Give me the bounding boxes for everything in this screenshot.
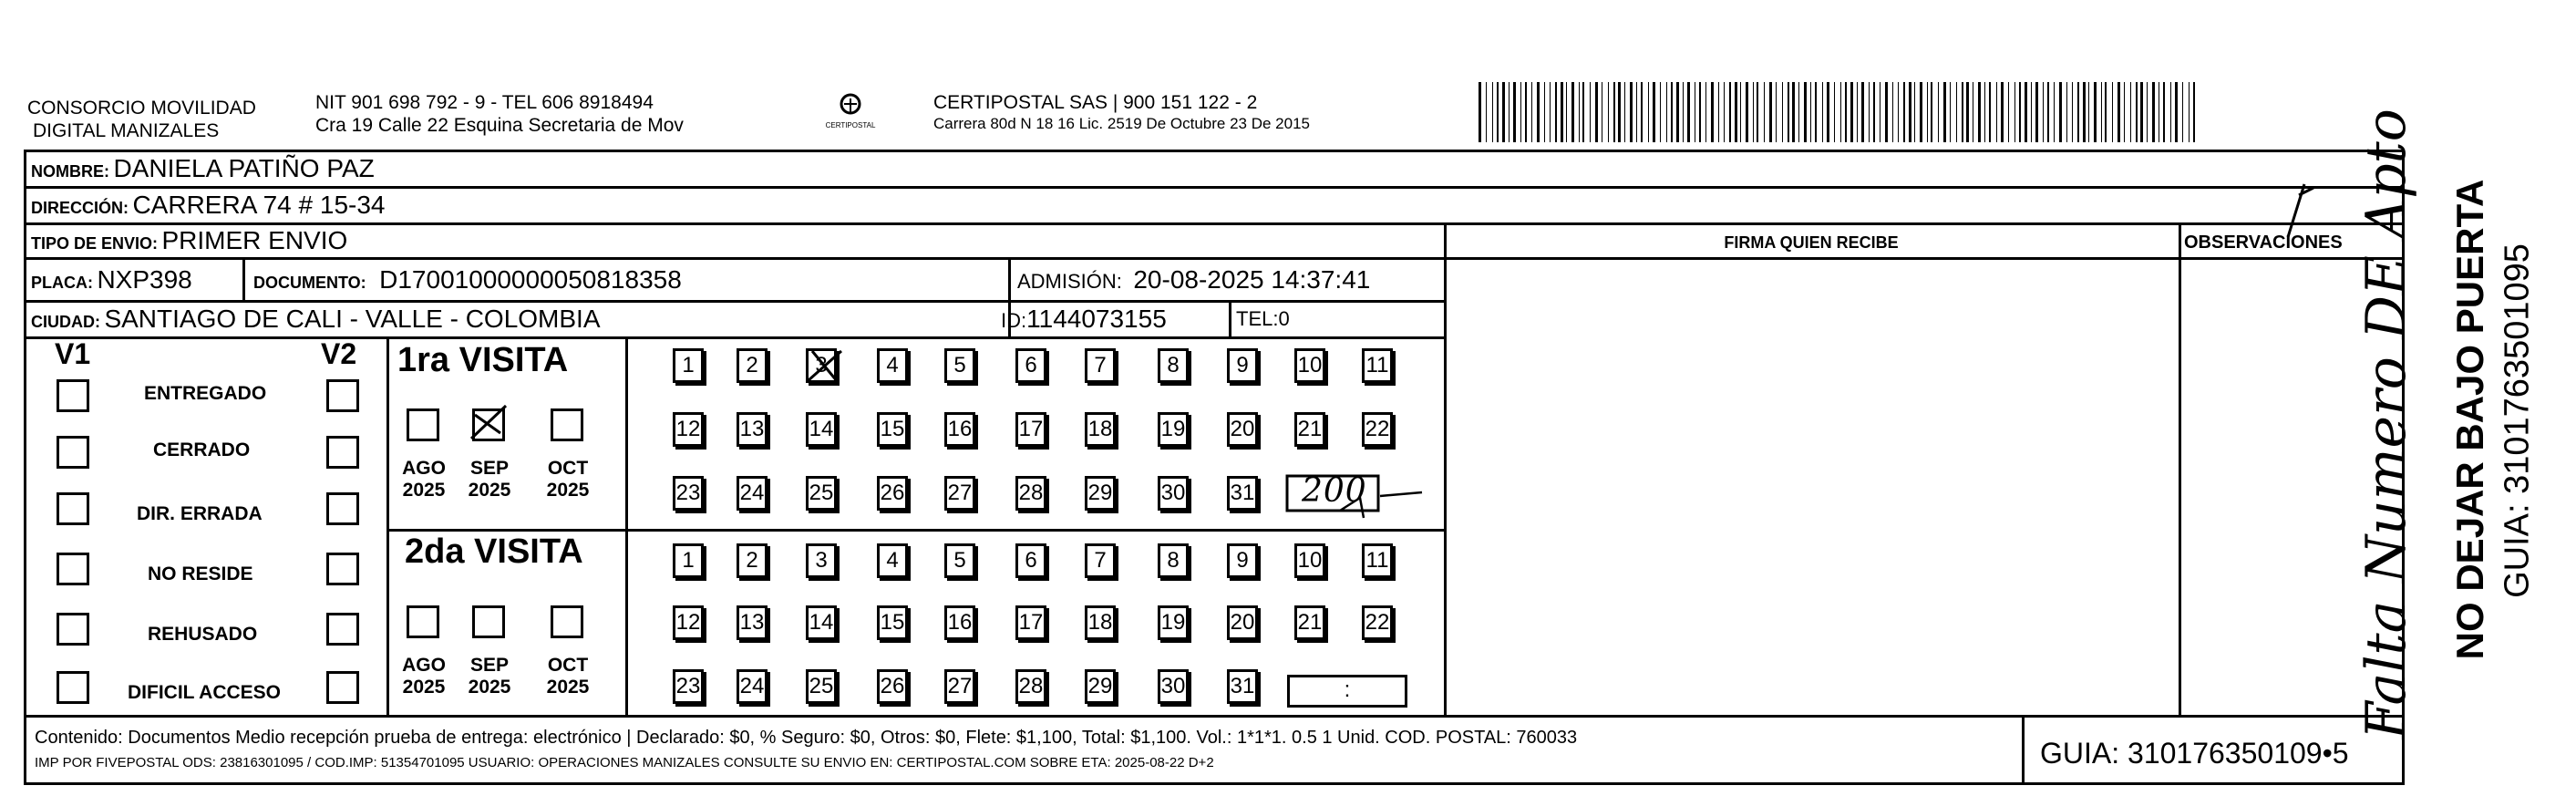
second-visit-day[interactable]: 6 [1015,543,1046,578]
v2-checkbox[interactable] [326,613,359,646]
month-label: SEP [469,458,510,479]
ciudad-value: SANTIAGO DE CALI - VALLE - COLOMBIA [104,305,601,333]
first-visit-day[interactable]: 22 [1362,412,1393,447]
month-label: OCT [547,458,589,479]
barcode [1479,82,2200,142]
first-visit-day[interactable]: 19 [1158,412,1189,447]
second-visit-day[interactable]: 19 [1158,605,1189,640]
first-visit-day[interactable]: 26 [877,476,908,511]
first-visit-day[interactable]: 12 [673,412,704,447]
first-visit-month-box[interactable] [551,408,583,441]
second-visit-day[interactable]: 5 [944,543,975,578]
first-visit-day[interactable]: 4 [877,348,908,383]
side-guia: GUIA: 3101763501095 [2498,243,2537,598]
id-value: 1144073155 [1026,305,1167,333]
month-caption [399,458,448,501]
documento-field: DOCUMENTO: D17001000000050818358 [253,265,682,294]
year-label: 2025 [546,677,590,698]
month-caption [465,655,514,698]
courier-info: CERTIPOSTAL SAS | 900 151 122 - 2 Carrera 80d N 18 16 Lic. 2519 De Octubre 23 De 2015 [933,92,1310,132]
month-caption [465,458,514,501]
tel-value: 0 [1278,307,1290,330]
status-option-label: NO RESIDE [148,563,253,584]
company-nit: NIT 901 698 792 - 9 - TEL 606 8918494 Cra 19 Calle 22 Esquina Secretaria de Mov [315,92,684,136]
first-visit-day[interactable]: 24 [737,476,768,511]
month-caption [399,655,448,698]
first-visit-month-box[interactable] [407,408,439,441]
second-visit-month-box[interactable] [551,605,583,638]
first-visit-day[interactable]: 8 [1158,348,1189,383]
second-visit-day[interactable]: 16 [944,605,975,640]
first-visit-day[interactable]: 2 [737,348,768,383]
second-visit-day[interactable]: 25 [806,669,837,704]
tipo-envio-value: PRIMER ENVIO [161,226,348,254]
month-label: AGO [402,458,446,479]
first-visit-day[interactable]: 16 [944,412,975,447]
v2-label: V2 [321,337,357,370]
documento-value: D17001000000050818358 [379,265,682,294]
certipostal-logo: CERTIPOSTAL [809,91,891,142]
second-visit-day[interactable]: 11 [1362,543,1393,578]
first-visit-day[interactable]: 30 [1158,476,1189,511]
footer-contents: Contenido: Documentos Medio recepción prueba de entrega: electrónico | Declarado: $0, % Seguro: $0, Otros: $0, Flete: $1,100, Total: $1,100. Vol.: 1*1*1. 0.5 1 Unid. COD. POSTAL: 760033 [35,728,1578,748]
second-visit-day[interactable]: 12 [673,605,704,640]
first-visit-day[interactable]: 15 [877,412,908,447]
second-visit-day[interactable]: 20 [1227,605,1258,640]
side-label [2397,179,2571,689]
second-visit-day[interactable]: 23 [673,669,704,704]
no-dejar-bajo-puerta: NO DEJAR BAJO PUERTA [2448,179,2491,660]
v1-checkbox[interactable] [57,436,89,469]
first-visit-day[interactable]: 20 [1227,412,1258,447]
second-visit-day[interactable]: 3 [806,543,837,578]
month-caption [543,458,592,501]
first-visit-day[interactable]: 5 [944,348,975,383]
v1-checkbox[interactable] [57,553,89,585]
first-visit-day[interactable]: 6 [1015,348,1046,383]
v1-label: V1 [55,337,91,370]
v1-checkbox[interactable] [57,671,89,704]
first-visit-day[interactable]: 3 [806,348,837,383]
direccion-field: DIRECCIÓN: CARRERA 74 # 15-34 [31,191,386,219]
first-visit-day[interactable]: 21 [1294,412,1325,447]
status-option-label: DIFICIL ACCESO [128,682,282,703]
v2-checkbox[interactable] [326,379,359,412]
status-option-label: ENTREGADO [144,383,267,404]
second-visit-day[interactable]: 13 [737,605,768,640]
first-visit-day[interactable]: 7 [1085,348,1116,383]
direccion-value: CARRERA 74 # 15-34 [132,191,386,219]
status-option-label: CERRADO [153,439,251,460]
second-visit-day[interactable]: 8 [1158,543,1189,578]
status-option-label: REHUSADO [148,624,258,645]
nombre-field: NOMBRE: DANIELA PATIÑO PAZ [31,154,375,182]
handwritten-time: 200 [1302,472,1367,510]
second-visit-day[interactable]: 18 [1085,605,1116,640]
second-visit-day[interactable]: 7 [1085,543,1116,578]
first-visit-day[interactable]: 13 [737,412,768,447]
admision-value: 20-08-2025 14:37:41 [1133,265,1371,294]
second-visit-day[interactable]: 9 [1227,543,1258,578]
second-visit-day[interactable]: 30 [1158,669,1189,704]
v2-checkbox[interactable] [326,436,359,469]
second-visit-day[interactable]: 31 [1227,669,1258,704]
second-visit-day[interactable]: 28 [1015,669,1046,704]
month-label: SEP [469,655,510,676]
observaciones-label: OBSERVACIONES [2184,233,2343,253]
second-visit-day[interactable]: 2 [737,543,768,578]
second-visit-day[interactable]: 29 [1085,669,1116,704]
first-visit-day[interactable]: 23 [673,476,704,511]
footer-guia: GUIA: 310176350109•5 [2040,737,2349,770]
first-visit-month-box[interactable] [472,408,505,441]
month-label: OCT [547,655,589,676]
second-visit-month-box[interactable] [407,605,439,638]
year-label: 2025 [468,677,511,698]
v1-checkbox[interactable] [57,613,89,646]
second-visit-title: 2da VISITA [405,532,583,571]
year-label: 2025 [402,480,446,501]
second-visit-day[interactable]: 27 [944,669,975,704]
second-visit-day[interactable]: 17 [1015,605,1046,640]
status-option-label: DIR. ERRADA [137,503,263,524]
first-visit-day[interactable]: 28 [1015,476,1046,511]
firma-label: FIRMA QUIEN RECIBE [1724,233,1899,252]
first-visit-day[interactable]: 9 [1227,348,1258,383]
placa-field: PLACA: NXP398 [31,265,192,294]
first-visit-day[interactable]: 18 [1085,412,1116,447]
first-visit-day[interactable]: 11 [1362,348,1393,383]
placa-value: NXP398 [97,265,192,294]
second-visit-month-box[interactable] [472,605,505,638]
v2-checkbox[interactable] [326,492,359,525]
v2-checkbox[interactable] [326,671,359,704]
second-visit-day[interactable]: 26 [877,669,908,704]
v2-checkbox[interactable] [326,553,359,585]
company-name: CONSORCIO MOVILIDAD DIGITAL MANIZALES [27,98,256,141]
v1-checkbox[interactable] [57,492,89,525]
id-field: ID:1144073155 [1001,305,1167,333]
first-visit-day[interactable]: 31 [1227,476,1258,511]
second-visit-day[interactable]: 14 [806,605,837,640]
second-visit-day[interactable]: 15 [877,605,908,640]
admision-field: ADMISIÓN: 20-08-2025 14:37:41 [1017,265,1371,294]
nombre-value: DANIELA PATIÑO PAZ [113,154,375,182]
month-caption [543,655,592,698]
first-visit-title: 1ra VISITA [397,341,569,379]
second-visit-day[interactable]: 4 [877,543,908,578]
second-visit-day[interactable]: 22 [1362,605,1393,640]
ciudad-field: CIUDAD: SANTIAGO DE CALI - VALLE - COLOMBIA [31,305,601,333]
second-visit-day[interactable]: 10 [1294,543,1325,578]
month-label: AGO [402,655,446,676]
second-visit-day[interactable]: 21 [1294,605,1325,640]
first-visit-day[interactable]: 17 [1015,412,1046,447]
first-visit-day[interactable]: 1 [673,348,704,383]
first-visit-day[interactable]: 14 [806,412,837,447]
first-visit-day[interactable]: 25 [806,476,837,511]
first-visit-time-box[interactable] [1285,472,1393,512]
first-visit-day[interactable]: 29 [1085,476,1116,511]
year-label: 2025 [468,480,511,501]
year-label: 2025 [546,480,590,501]
v1-checkbox[interactable] [57,379,89,412]
footer-print-info: IMP POR FIVEPOSTAL ODS: 23816301095 / COD.IMP: 51354701095 USUARIO: OPERACIONES MANIZALES CONSULTE SU ENVIO EN: CERTIPOSTAL.COM SOBRE ETA: 2025-08-22 D+2 [35,755,1214,770]
year-label: 2025 [402,677,446,698]
tipo-envio-field: TIPO DE ENVIO: PRIMER ENVIO [31,226,348,254]
second-visit-time-box[interactable]: : [1287,675,1407,708]
first-visit-day[interactable]: 27 [944,476,975,511]
first-visit-day[interactable]: 10 [1294,348,1325,383]
second-visit-day[interactable]: 24 [737,669,768,704]
tel-field: TEL:0 [1236,307,1290,330]
handwritten-observation: Falta Numero DE Apto [2186,179,2414,717]
second-visit-day[interactable]: 1 [673,543,704,578]
